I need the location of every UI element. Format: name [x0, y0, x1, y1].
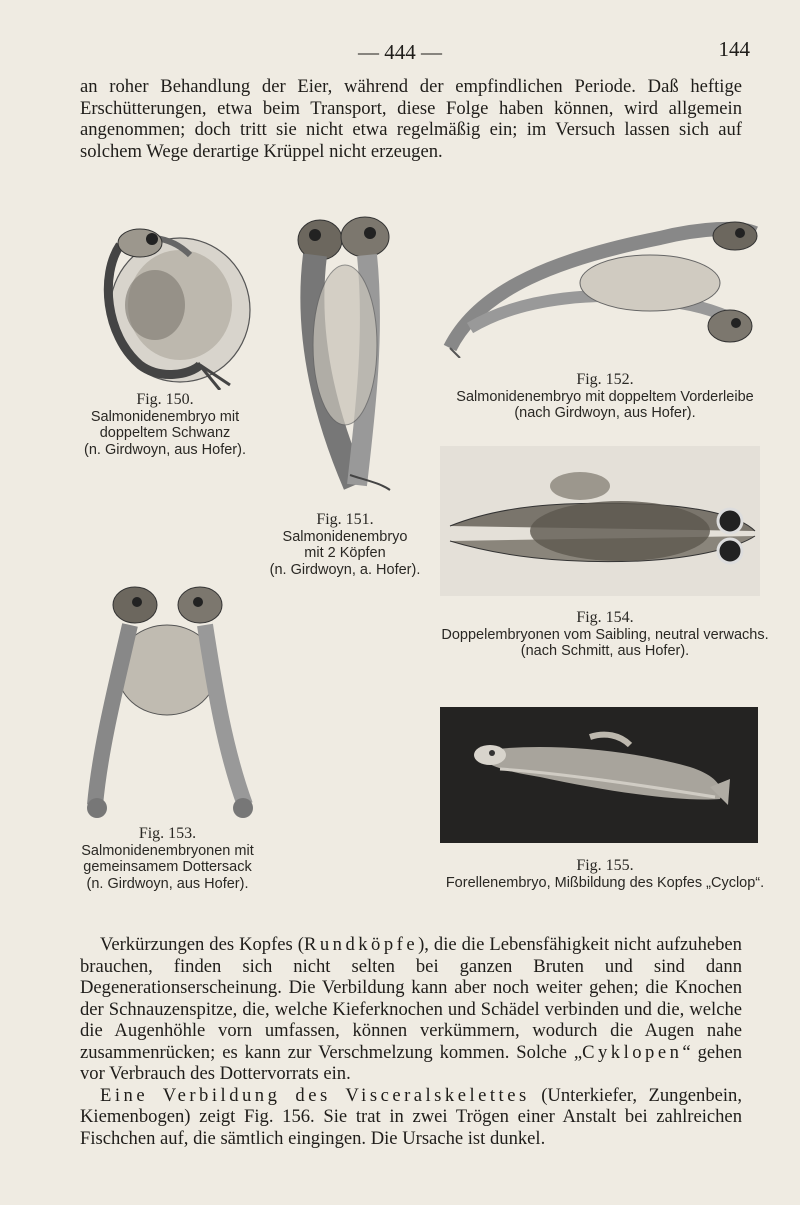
fig155-photo [440, 707, 758, 843]
fig150-illustration [80, 215, 255, 390]
page-number: 144 [718, 37, 750, 61]
fig155-caption: Fig. 155. Forellenembryo, Mißbildung des Kopfes „Cyclop“. [445, 857, 765, 891]
page-label: — 444 — [358, 40, 442, 64]
fig150-caption: Fig. 150. Salmonidenembryo mit doppeltem Schwanz (n. Girdwoyn, aus Hofer). [84, 391, 246, 458]
fig154-caption: Fig. 154. Doppelembryonen vom Saibling, neutral verwachs. (nach Schmitt, aus Hofer). [441, 609, 769, 659]
fig151-caption: Fig. 151. Salmonidenembryo mit 2 Köpfen (n. Girdwoyn, a. Hofer). [269, 511, 421, 578]
fig152-caption: Fig. 152. Salmonidenembryo mit doppeltem Vorderleibe (nach Girdwoyn, aus Hofer). [456, 371, 754, 421]
bottom-text: Verkürzungen des Kopfes (Rundköpfe), die die Lebensfähigkeit nicht aufzuheben brauchen, finden sich nicht selten bei ganzen Bruten und sind dann Degenerationserscheinung. Die Verbildung kann aber noch weiter gehen; die Knochen der Schnauzenspitze, die, welche Kieferknochen und Schädel verbinden und die, welche die Augenhöhle vorn umfassen, können verkümmern, wodurch die Augen nahe zusammenrücken; es kann zur Verschmelzung kommen. Solche „Cyklopen“ gehen vor Verbrauch des Dottervorrats ein. Eine Verbildung des Visceralskelettes (Unterkiefer, Zungenbein, Kiemenbogen) zeigt Fig. 156. Sie trat in zwei Trögen einer Anstalt bei zahlreichen Fischchen auf, die sämtlich eingingen. Die Ursache ist dunkel. [80, 934, 742, 1149]
fig154-photo [440, 446, 760, 596]
fig153-caption: Fig. 153. Salmonidenembryonen mit gemeinsamem Dottersack (n. Girdwoyn, aus Hofer). [81, 825, 254, 892]
fig152-illustration [440, 208, 760, 358]
fig153-illustration [75, 580, 260, 820]
top-paragraph: an roher Behandlung der Eier, während der empfindlichen Periode. Daß heftige Erschütterungen, etwa beim Transport, diese Folge haben können, wird allgemein angenommen; doch tritt sie nicht etwa regelmäßig ein; im Versuch lassen sich auf solchem Wege derartige Krüppel nicht erzeugen. [80, 76, 742, 162]
fig151-illustration [285, 215, 405, 500]
